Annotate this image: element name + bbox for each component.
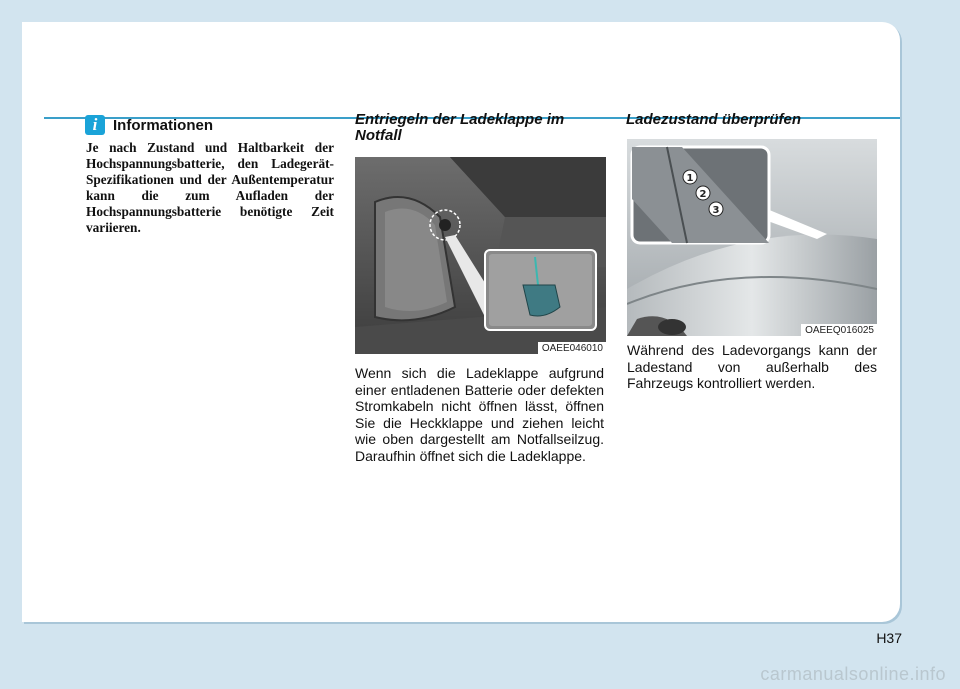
emergency-text: Wenn sich die Ladeklappe aufgrund einer entladenen Batterie oder defekten Stromkabeln nicht öffnen lässt, öffnen Sie die Heckklappe und ziehen leicht wie oben dargestellt am Notfallseilzug. Daraufhin öffnet sich die Ladeklappe. bbox=[355, 365, 604, 464]
info-heading bbox=[85, 115, 213, 135]
page-number: H37 bbox=[876, 630, 902, 646]
emergency-release-figure bbox=[355, 157, 606, 354]
svg-text:3: 3 bbox=[712, 205, 720, 216]
charge-figure-code: OAEEQ016025 bbox=[801, 324, 877, 336]
car-hood-illustration bbox=[627, 139, 877, 336]
svg-text:1: 1 bbox=[686, 173, 694, 184]
info-icon: i bbox=[85, 115, 105, 135]
info-text: Je nach Zustand und Haltbarkeit der Hochspannungsbatterie, den Ladegerät-Spezifikationen und der Außentemperatur kann die zum Aufladen der Hochspannungsbatterie benötigte Zeit variieren. bbox=[86, 140, 334, 235]
charge-state-title: Ladezustand überprüfen bbox=[626, 111, 802, 128]
watermark: carmanualsonline.info bbox=[760, 664, 946, 684]
callout-1 bbox=[683, 170, 697, 184]
emergency-title: Entriegeln der Ladeklappe im Notfall bbox=[355, 111, 565, 144]
callout-3 bbox=[709, 202, 723, 216]
callout-2 bbox=[696, 186, 710, 200]
charge-state-figure bbox=[627, 139, 877, 336]
charge-state-text: Während des Ladevorgangs kann der Ladestand von außerhalb des Fahrzeugs kontrolliert werden. bbox=[627, 342, 877, 391]
trunk-illustration bbox=[355, 157, 606, 354]
emergency-figure-code: OAEE046010 bbox=[538, 342, 606, 354]
info-title: Informationen bbox=[113, 116, 213, 134]
svg-text:2: 2 bbox=[699, 189, 707, 200]
